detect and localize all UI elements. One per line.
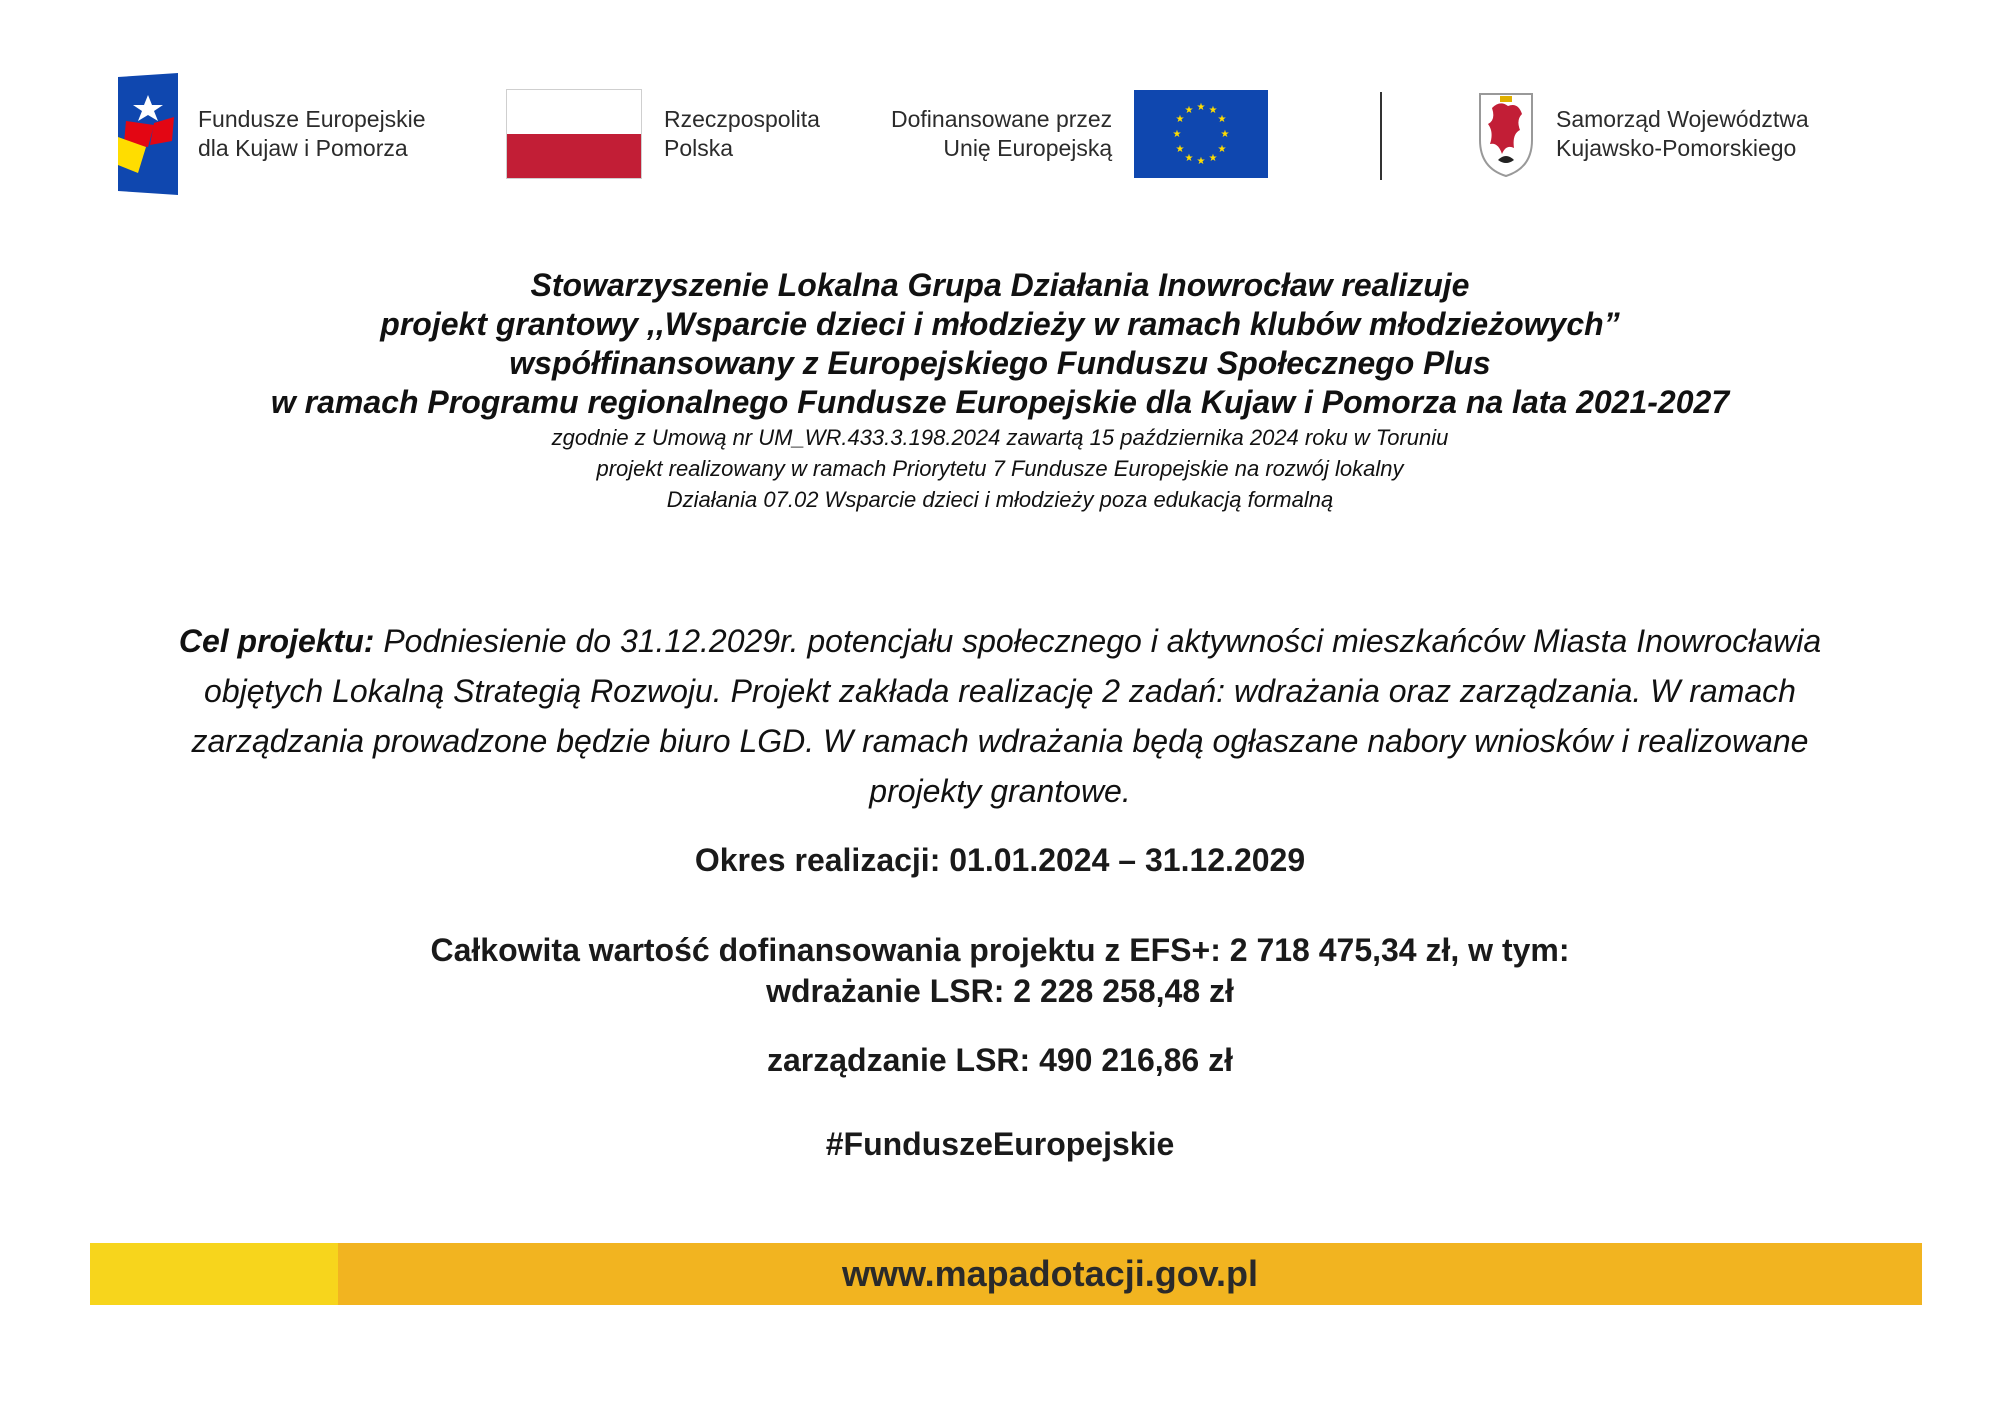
title-line: Stowarzyszenie Lokalna Grupa Działania Inowrocław realizuje — [530, 267, 1470, 303]
fundusze-europejskie-logo — [118, 72, 426, 196]
svg-text:★: ★ — [1175, 114, 1185, 125]
footer-accent — [90, 1243, 338, 1305]
polish-flag-icon — [506, 89, 642, 179]
svg-text:★: ★ — [1208, 153, 1218, 164]
title-line: w ramach Programu regionalnego Fundusze Europejskie dla Kujaw i Pomorza na lata 2021-2027 — [270, 384, 1730, 420]
pl-logo-line2: Polska — [664, 135, 734, 161]
pl-logo-line1: Rzeczpospolita — [664, 106, 820, 132]
svg-text:★: ★ — [1217, 144, 1227, 155]
svg-text:★: ★ — [1175, 144, 1185, 155]
subtitle-line: zgodnie z Umową nr UM_WR.433.3.198.2024 zawartą 15 października 2024 roku w Toruniu — [551, 425, 1449, 450]
footer-main — [338, 1243, 1922, 1305]
svg-text:★: ★ — [1184, 153, 1194, 164]
svg-text:★: ★ — [1172, 129, 1182, 140]
logo-divider — [1380, 92, 1382, 180]
eu-flag-icon — [1134, 90, 1268, 178]
svg-text:★: ★ — [1220, 129, 1230, 140]
funding-total: Całkowita wartość dofinansowania projektu z EFS+: 2 718 475,34 zł, w tym: — [430, 932, 1570, 968]
project-goal-text: Podniesienie do 31.12.2029r. potencjału społecznego i aktywności mieszkańców Miasta Inowrocławia objętych Lokalną Strategią Rozwoju. Projekt zakłada realizację 2 zadań: wdrażania oraz zarządzania. W ramach zarządzania prowadzone będzie biuro LGD. W ramach wdrażania będą ogłaszane nabory wniosków i realizowane projekty grantowe. — [191, 623, 1822, 809]
hashtag: #FunduszeEuropejskie — [825, 1126, 1175, 1162]
svg-text:★: ★ — [1217, 114, 1227, 125]
svg-text:★: ★ — [1208, 105, 1218, 116]
fe-logo-line2: dla Kujaw i Pomorza — [198, 135, 408, 161]
svg-text:★: ★ — [1196, 156, 1206, 167]
funding-wdrazanie: wdrażanie LSR: 2 228 258,48 zł — [766, 973, 1234, 1009]
eu-logo — [891, 72, 1268, 196]
samorzad-logo — [1478, 72, 1809, 196]
kp-logo-line1: Samorząd Województwa — [1556, 106, 1809, 132]
eu-logo-line2: Unię Europejską — [943, 135, 1113, 161]
project-goal-label: Cel projektu: — [178, 623, 375, 659]
coat-of-arms-icon — [1478, 90, 1534, 178]
footer-url-link[interactable]: www.mapadotacji.gov.pl — [841, 1253, 1259, 1294]
funding-zarzadzanie: zarządzanie LSR: 490 216,86 zł — [767, 1042, 1233, 1078]
subtitle-line: projekt realizowany w ramach Priorytetu 7 Fundusze Europejskie na rozwój lokalny — [596, 456, 1404, 481]
svg-text:★: ★ — [1196, 102, 1206, 113]
fe-emblem-icon — [118, 73, 178, 195]
title-line: projekt grantowy ,,Wsparcie dzieci i młodzieży w ramach klubów młodzieżowych” — [380, 306, 1620, 342]
realization-period: Okres realizacji: 01.01.2024 – 31.12.2029 — [694, 842, 1306, 878]
funding-value — [100, 930, 1900, 1012]
rzeczpospolita-logo — [506, 72, 820, 196]
eu-logo-line1: Dofinansowane przez — [891, 106, 1113, 132]
footer-bar — [90, 1243, 1922, 1305]
subtitle-line: Działania 07.02 Wsparcie dzieci i młodzieży poza edukacją formalną — [666, 487, 1334, 512]
title-line: współfinansowany z Europejskiego Funduszu Społecznego Plus — [509, 345, 1491, 381]
project-goal — [150, 616, 1850, 816]
fe-logo-line1: Fundusze Europejskie — [198, 106, 426, 132]
title-block — [100, 266, 1900, 515]
kp-logo-line2: Kujawsko-Pomorskiego — [1556, 135, 1797, 161]
svg-text:★: ★ — [1184, 105, 1194, 116]
logo-strip — [118, 72, 1878, 196]
